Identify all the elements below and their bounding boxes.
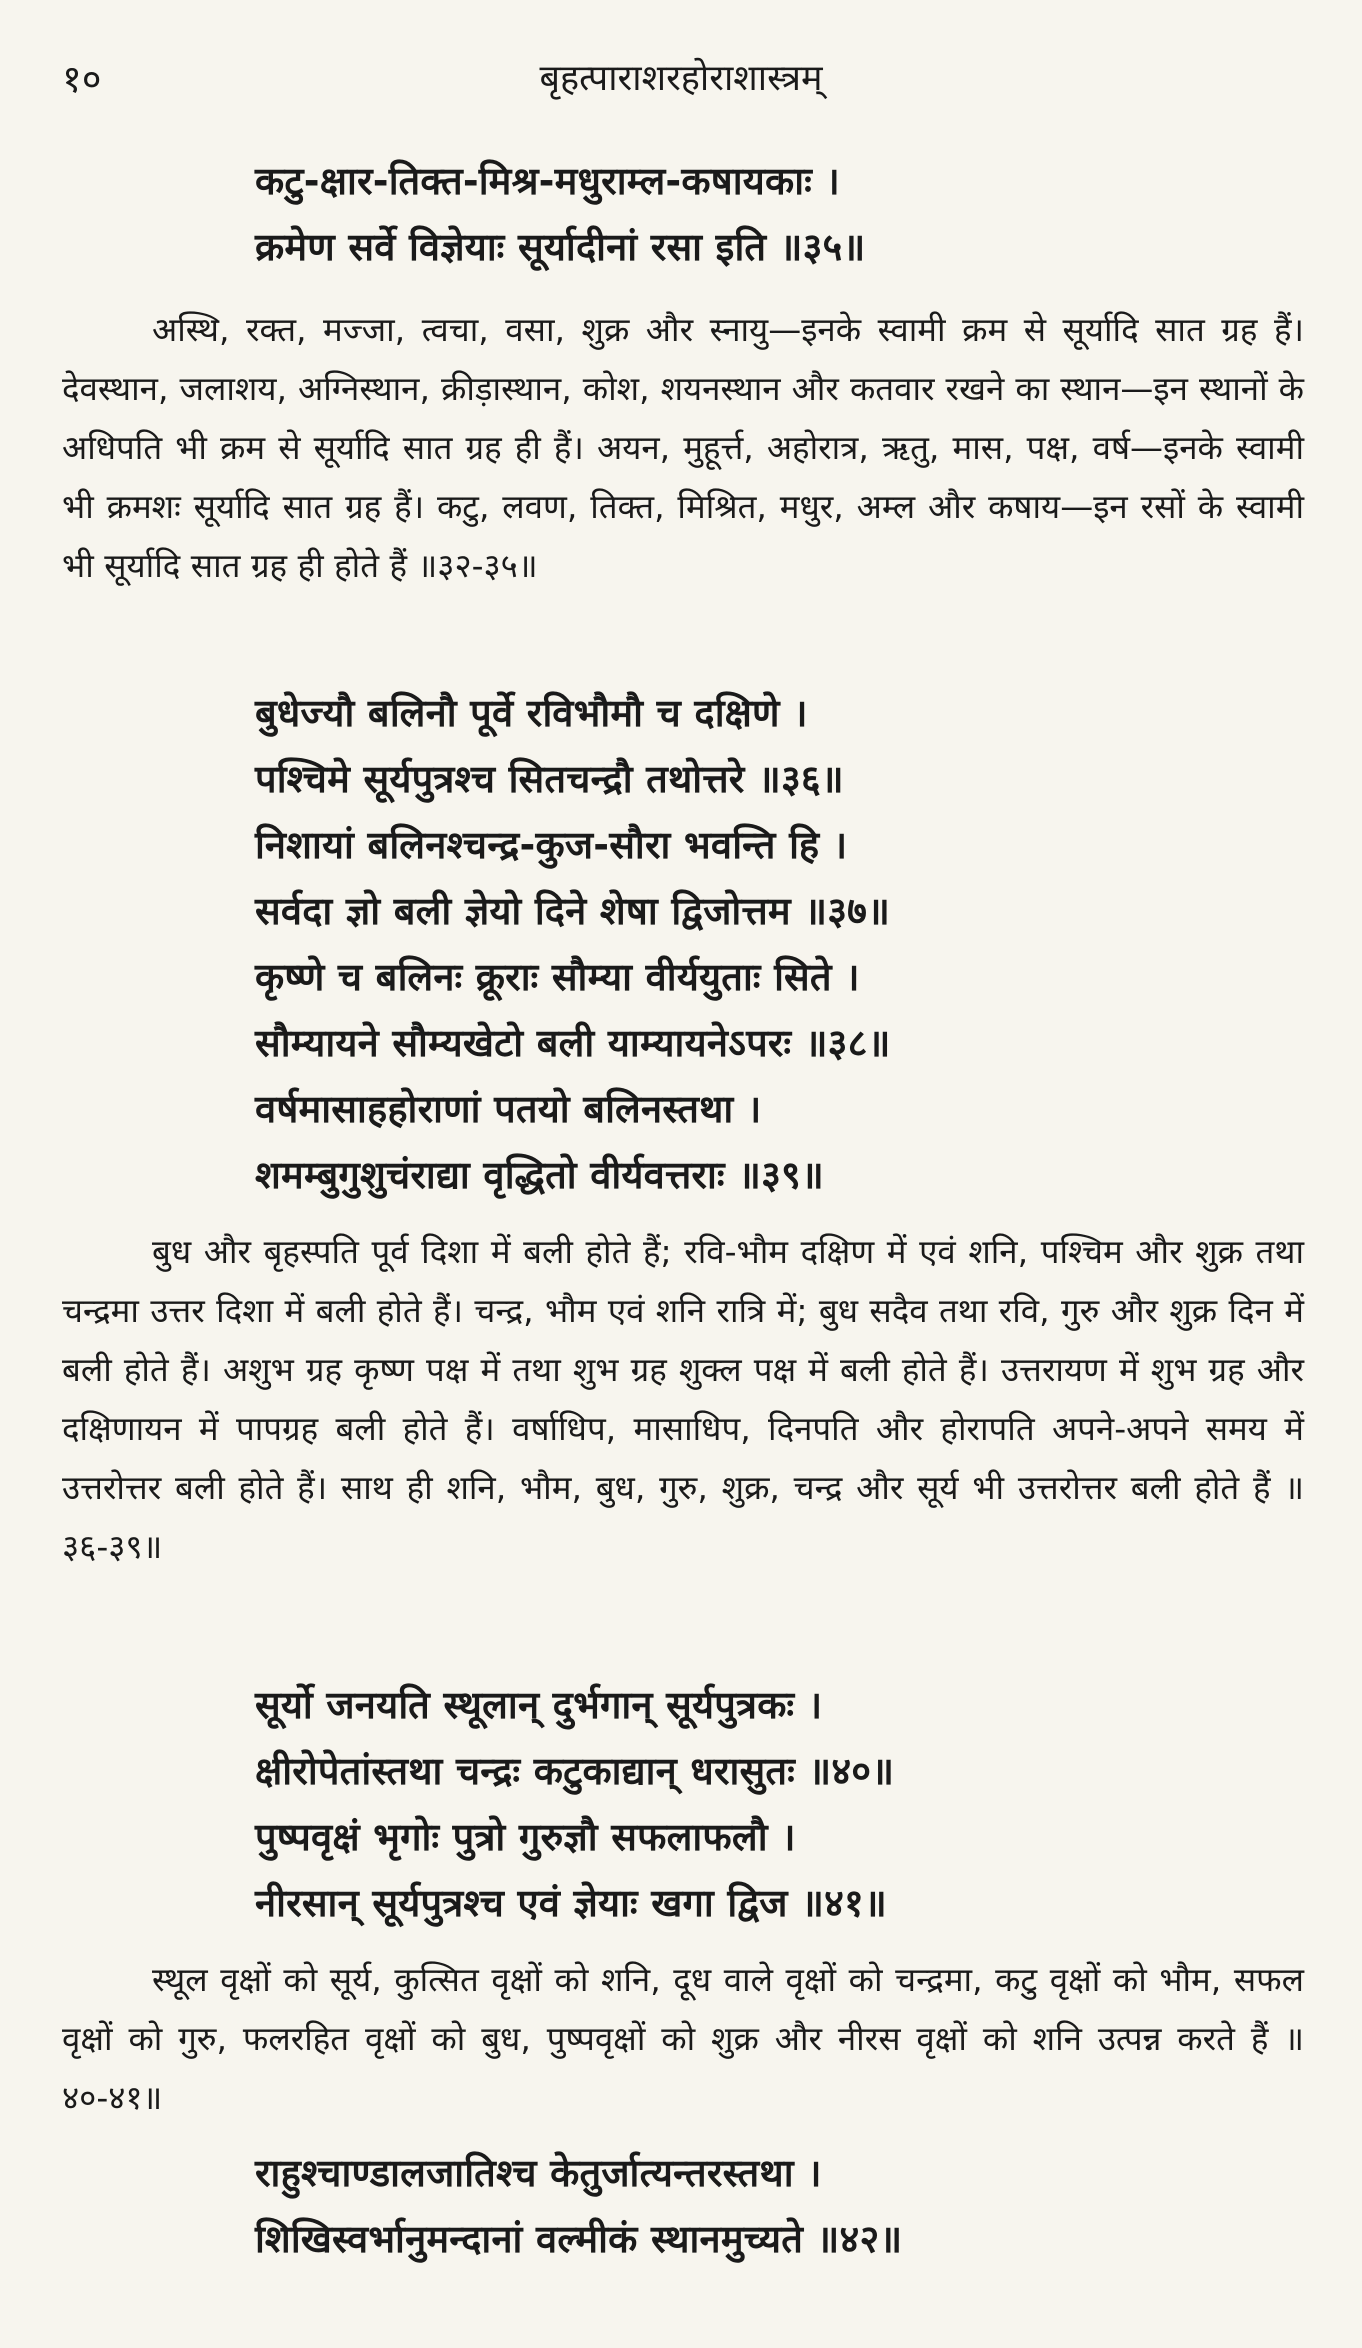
commentary-text: स्थूल वृक्षों को सूर्य, कुत्सित वृक्षों को शनि, दूध वाले वृक्षों को चन्द्रमा, कटु वृक्षों को भौम, सफल वृक्षों को गुरु, फलरहित वृक्षों को बुध, पुष्पवृक्षों को शुक्र और नीरस वृक्षों को शनि उत्पन्न करते हैं ॥४०-४१॥ [62,1960,1304,2117]
commentary-40-41 [62,1950,1304,2127]
verse-line: कटु-क्षार-तिक्त-मिश्र-मधुराम्ल-कषायकाः । [255,159,840,203]
verse-line: शिखिस्वर्भानुमन्दानां वल्मीकं स्थानमुच्यते ॥४२॥ [255,2217,903,2261]
commentary-36-39 [62,1222,1304,1576]
running-title: बृहत्पाराशरहोराशास्त्रम् [539,58,823,99]
verse-line: राहुश्चाण्डालजातिश्च केतुर्जात्यन्तरस्तथा । [255,2151,822,2195]
verse-line: पश्चिमे सूर्यपुत्रश्च सितचन्द्रौ तथोत्तरे ॥३६॥ [255,757,844,801]
verse-line: पुष्पवृक्षं भृगोः पुत्रो गुरुज्ञौ सफलाफलौ । [255,1815,796,1859]
verse-line: वर्षमासाहहोराणां पतयो बलिनस्तथा । [255,1087,762,1131]
verse-line: सूर्यो जनयति स्थूलान् दुर्भगान् सूर्यपुत्रकः । [255,1683,823,1727]
verse-block-36-39 [255,680,1202,1208]
verse-line: क्रमेण सर्वे विज्ञेयाः सूर्यादीनां रसा इति ॥३५॥ [255,225,866,269]
verse-block-35 [255,148,1202,280]
verse-line: नीरसान् सूर्यपुत्रश्च एवं ज्ञेयाः खगा द्विज ॥४१॥ [255,1881,887,1925]
verse-line: बुधेज्यौ बलिनौ पूर्वे रविभौमौ च दक्षिणे । [255,691,808,735]
commentary-text: बुध और बृहस्पति पूर्व दिशा में बली होते हैं; रवि-भौम दक्षिण में एवं शनि, पश्चिम और शुक्र तथा चन्द्रमा उत्तर दिशा में बली होते हैं। चन्द्र, भौम एवं शनि रात्रि में; बुध सदैव तथा रवि, गुरु और शुक्र दिन में बली होते हैं। अशुभ ग्रह कृष्ण पक्ष में तथा शुभ ग्रह शुक्ल पक्ष में बली होते हैं। उत्तरायण में शुभ ग्रह और दक्षिणायन में पापग्रह बली होते हैं। वर्षाधिप, मासाधिप, दिनपति और होरापति अपने-अपने समय में उत्तरोत्तर बली होते हैं। साथ ही शनि, भौम, बुध, गुरु, शुक्र, चन्द्र और सूर्य भी उत्तरोत्तर बली होते हैं ॥३६-३९॥ [62,1232,1304,1566]
verse-line: शमम्बुगुशुचंराद्या वृद्धितो वीर्यवत्तराः ॥३९॥ [255,1153,824,1197]
page-number: १० [62,57,102,101]
verse-block-40-41 [255,1672,1202,1936]
commentary-32-35 [62,300,1304,595]
commentary-text: अस्थि, रक्त, मज्जा, त्वचा, वसा, शुक्र और स्नायु—इनके स्वामी क्रम से सूर्यादि सात ग्रह हैं। देवस्थान, जलाशय, अग्निस्थान, क्रीड़ास्थान, कोश, शयनस्थान और कतवार रखने का स्थान—इन स्थानों के अधिपति भी क्रम से सूर्यादि सात ग्रह ही हैं। अयन, मुहूर्त्त, अहोरात्र, ऋतु, मास, पक्ष, वर्ष—इनके स्वामी भी क्रमशः सूर्यादि सात ग्रह हैं। कटु, लवण, तिक्त, मिश्रित, मधुर, अम्ल और कषाय—इन रसों के स्वामी भी सूर्यादि सात ग्रह ही होते हैं ॥३२-३५॥ [62,310,1304,585]
verse-line: सर्वदा ज्ञो बली ज्ञेयो दिने शेषा द्विजोत्तम ॥३७॥ [255,889,891,933]
verse-line: क्षीरोपेतांस्तथा चन्द्रः कटुकाद्यान् धरासुतः ॥४०॥ [255,1749,895,1793]
verse-block-42 [255,2140,1202,2272]
page-header [62,48,1300,108]
verse-line: कृष्णे च बलिनः क्रूराः सौम्या वीर्ययुताः सिते । [255,955,860,999]
verse-line: निशायां बलिनश्चन्द्र-कुज-सौरा भवन्ति हि । [255,823,848,867]
verse-line: सौम्यायने सौम्यखेटो बली याम्यायनेऽपरः ॥३८॥ [255,1021,891,1065]
